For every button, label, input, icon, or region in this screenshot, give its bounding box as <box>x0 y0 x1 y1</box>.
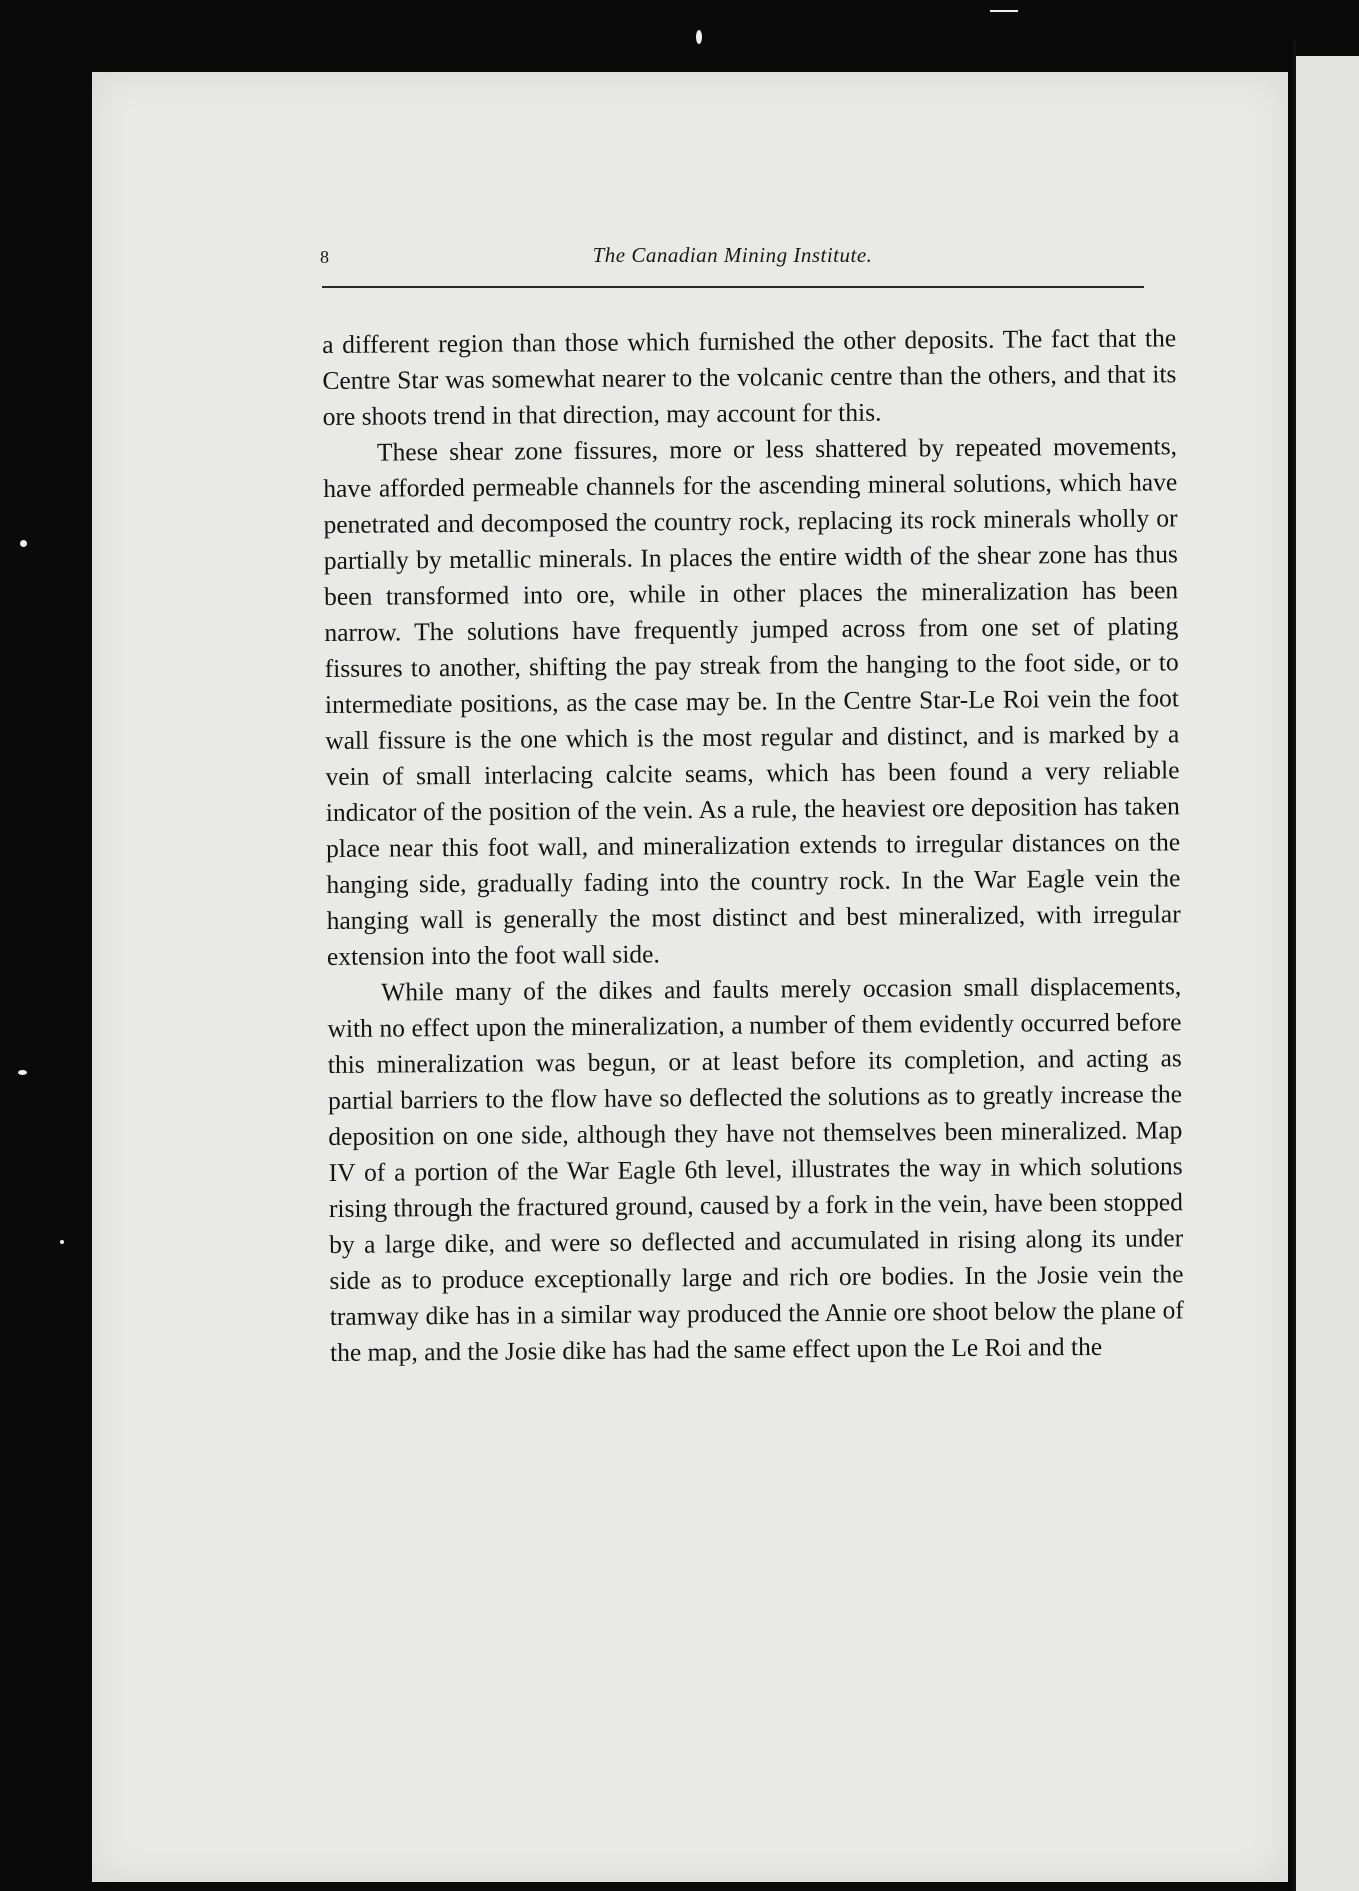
paragraph-dikes-faults: While many of the dikes and faults merely occasion small displacements, with no effect upon the mineralization, a number of them evidently occurred before this mineralization was begun, or at least before its completion, and acting as partial barriers to the flow have so deflected the solutions as to greatly increase the deposition on one side, although they have not themselves been mineralized. Map IV of a portion of the War Eagle 6th level, illustrates the way in which solutions rising through the fractured ground, caused by a fork in the vein, have been stopped by a large dike, and were so deflected and accumulated in rising along its under side as to produce exceptionally large and rich ore bodies. In the Josie vein the tramway dike has in a similar way produced the Annie ore shoot below the plane of the map, and the Josie dike has had the same effect upon the Le Roi and the <box>327 971 1184 1367</box>
page-header <box>320 243 1145 279</box>
scan-speck <box>18 1070 27 1075</box>
paragraph-continued: a different region than those which furnished the other deposits. The fact that the Centre Star was somewhat nearer to the volcanic centre than the others, and that its ore shoots trend in that direction, may account for this. <box>322 323 1177 431</box>
page-number: 8 <box>320 247 329 267</box>
running-title: The Canadian Mining Institute. <box>592 243 873 267</box>
paragraph-shear-zone: These shear zone fissures, more or less shattered by repeated movements, have afforded permeable channels for the ascending mineral solutions, which have penetrated and decomposed the country rock, replacing its rock minerals wholly or partially by metallic minerals. In places the entire width of the shear zone has thus been transformed into ore, while in other places the mineralization has been narrow. The solutions have frequently jumped across from one set of plating fissures to another, shifting the pay streak from the hanging to the foot side, or to intermediate positions, as the case may be. In the Centre Star-Le Roi vein the foot wall fissure is the one which is the most regular and distinct, and is marked by a vein of small interlacing calcite seams, which has been found a very reliable indicator of the position of the vein. As a rule, the heaviest ore deposition has taken place near this foot wall, and mineralization extends to irregular distances on the hanging side, gradually fading into the country rock. In the War Eagle vein the hanging wall is generally the most distinct and best mineralized, with irregular extension into the foot wall side. <box>323 431 1181 971</box>
header-rule <box>322 286 1144 288</box>
scan-speck <box>20 540 27 547</box>
scan-speck <box>60 1240 64 1244</box>
scan-speck <box>696 30 702 44</box>
scan-speck <box>990 10 1018 12</box>
facing-page-edge <box>1296 56 1359 1891</box>
body-text <box>322 320 1184 1371</box>
